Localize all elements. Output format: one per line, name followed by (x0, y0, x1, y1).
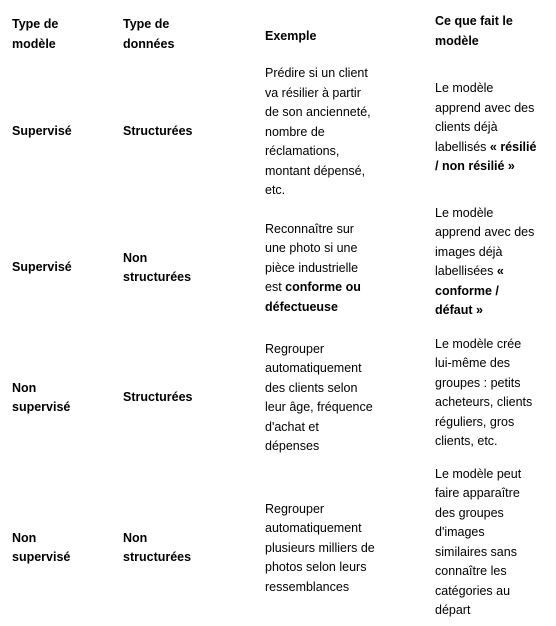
header-data-type-line: Type de (123, 17, 170, 31)
row-2-model-type (12, 256, 112, 280)
header-data-type-line: données (123, 37, 175, 51)
cell-text-run: Regrouper (265, 501, 325, 516)
cell-text-run: clients, etc. (435, 434, 498, 448)
cell-text-run: est (265, 280, 286, 295)
cell-text-run: Structurées (123, 124, 193, 139)
cell-text-run: « (496, 264, 504, 278)
cell-text-run: d'achat et (265, 419, 319, 434)
cell-text-run: automatiquement (265, 521, 362, 536)
header-example-label: Exemple (265, 29, 317, 43)
cell-text-run: connaître les (435, 564, 507, 578)
row-3-data-type (123, 386, 259, 410)
row-3-model-type (12, 378, 112, 418)
cell-text-run: supervisé (12, 550, 71, 564)
cell-text-run: Prédire si un client (265, 66, 368, 81)
cell-text-run: lui-même des (435, 356, 511, 370)
row-2-example (265, 219, 425, 318)
row-4-data-type (123, 528, 259, 568)
cell-text-run: Le modèle (435, 81, 494, 96)
cell-text-run: Non (123, 250, 148, 265)
row-4-model-type (12, 528, 112, 568)
cell-text-run: va résilier à partir (265, 85, 361, 100)
cell-text-run: plusieurs milliers de (265, 540, 375, 555)
row-4-example (265, 499, 425, 598)
header-what-model-does (435, 9, 554, 53)
cell-text-run: réclamations, (265, 144, 340, 159)
cell-text-run: pièce industrielle (265, 260, 359, 275)
cell-text-run: supervisé (12, 400, 71, 414)
cell-text-run: faire apparaître (435, 486, 520, 500)
header-what-model-does-line: modèle (435, 34, 479, 48)
cell-text-run: nombre de (265, 124, 325, 139)
cell-text-run: catégories au (435, 583, 511, 598)
cell-text-run: des groupes (435, 505, 504, 520)
cell-text-run: « résilié (489, 139, 537, 154)
cell-text-run: leur âge, fréquence (265, 400, 373, 414)
cell-text-run: photos selon leurs (265, 560, 367, 575)
cell-text-run: dépenses (265, 439, 320, 453)
cell-text-run: etc. (265, 183, 286, 198)
cell-text-run: des clients selon (265, 380, 358, 395)
row-3-what-model-does (435, 334, 554, 452)
cell-text-run: Structurées (123, 390, 193, 405)
header-example (265, 24, 425, 48)
header-model-type (12, 12, 112, 56)
cell-text-run: Non (12, 530, 37, 545)
cell-text-run: Le modèle peut (435, 466, 522, 481)
cell-text-run: apprend avec des (435, 225, 535, 239)
cell-text-run: structurées (123, 270, 192, 284)
row-1-example (265, 64, 425, 201)
cell-text-run: défectueuse (265, 299, 338, 314)
cell-text-run: / non résilié » (435, 159, 515, 174)
cell-text-run: réguliers, gros (435, 414, 515, 429)
cell-text-run: Reconnaître sur (265, 221, 354, 236)
cell-text-run: conforme ou (285, 280, 361, 295)
cell-text-run: Regrouper (265, 341, 325, 356)
cell-text-run: ressemblances (265, 579, 350, 594)
cell-text-run: automatiquement (265, 361, 362, 375)
cell-text-run: Supervisé (12, 260, 72, 275)
cell-text-run: Supervisé (12, 124, 72, 139)
cell-text-run: montant dépensé, (265, 163, 366, 178)
header-model-type-line: Type de (12, 17, 59, 31)
cell-text-run: Le modèle crée (435, 336, 522, 351)
cell-text-run: de son ancienneté, (265, 105, 371, 120)
cell-text-run: images déjà (435, 244, 503, 259)
cell-text-run: labellisées (435, 264, 497, 278)
header-model-type-line: modèle (12, 37, 56, 51)
cell-text-run: Le modèle (435, 205, 494, 220)
row-1-data-type (123, 120, 259, 144)
row-3-example (265, 339, 425, 457)
cell-text-run: labellisés (435, 139, 490, 154)
header-what-model-does-line: Ce que fait le (435, 14, 513, 28)
cell-text-run: départ (435, 603, 471, 617)
header-data-type (123, 12, 259, 56)
row-1-model-type (12, 120, 112, 144)
row-1-what-model-does (435, 79, 554, 177)
cell-text-run: structurées (123, 550, 192, 564)
row-2-what-model-does (435, 203, 554, 321)
cell-text-run: similaires sans (435, 544, 517, 559)
cell-text-run: Non (123, 530, 148, 545)
cell-text-run: groupes : petits (435, 375, 521, 390)
row-2-data-type (123, 248, 259, 288)
cell-text-run: une photo si une (265, 241, 358, 256)
cell-text-run: acheteurs, clients (435, 395, 533, 409)
cell-text-run: apprend avec des (435, 100, 535, 115)
cell-text-run: clients déjà (435, 120, 498, 135)
cell-text-run: d'images (435, 525, 485, 539)
cell-text-run: défaut » (435, 303, 483, 317)
row-4-what-model-does (435, 464, 554, 621)
cell-text-run: conforme / (435, 283, 499, 298)
cell-text-run: Non (12, 380, 37, 395)
